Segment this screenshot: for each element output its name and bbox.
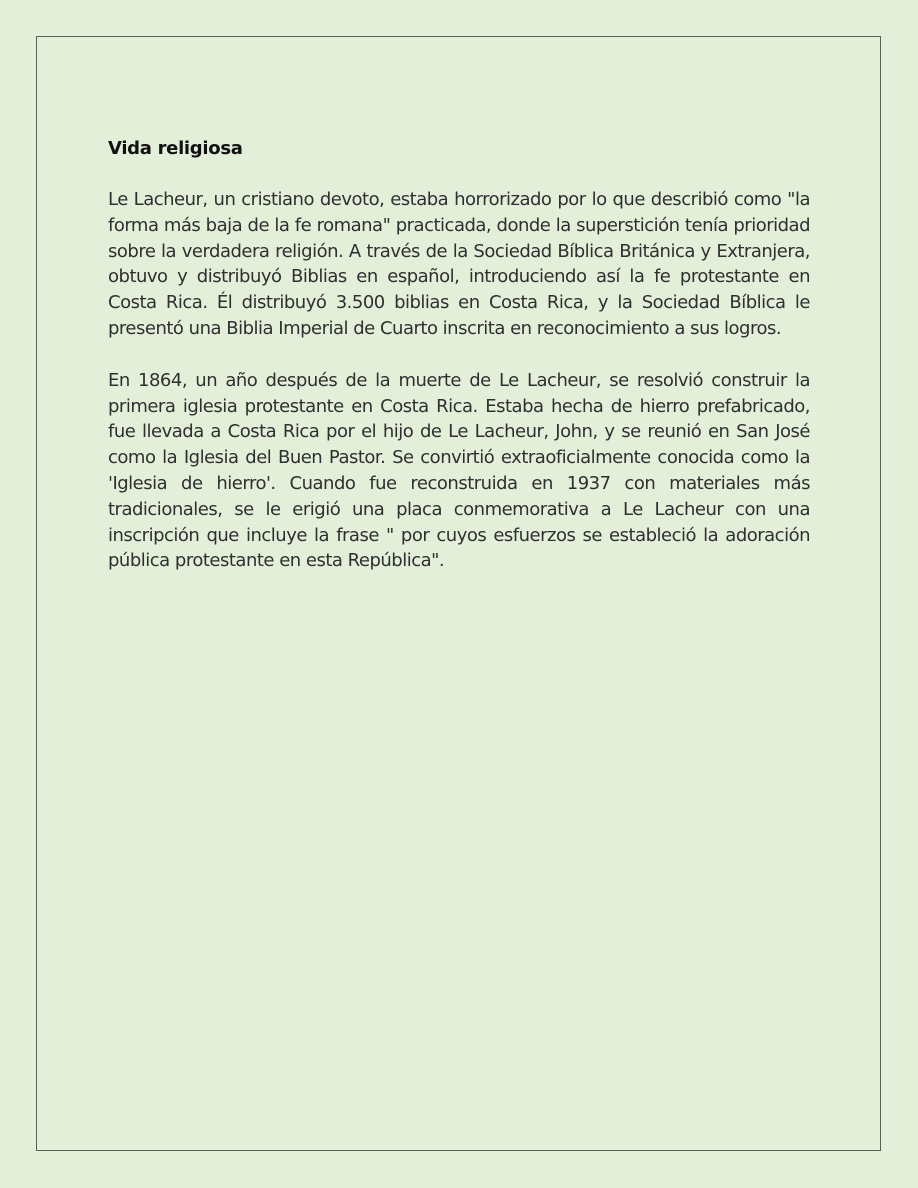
- paragraph-2: En 1864, un año después de la muerte de Le Lacheur, se resolvió construir la primera iglesia protestante en Costa Rica. Estaba hecha de hierro prefabricado, fue llevada a Costa Rica por el hijo de Le Lacheur, John, y se reunió en San José como la Iglesia del Buen Pastor. Se convirtió extraoficialmente conocida como la 'Iglesia de hierro'. Cuando fue reconstruida en 1937 con materiales más tradicionales, se le erigió una placa conmemorativa a Le Lacheur con una inscripción que incluye la frase " por cuyos esfuerzos se estableció la adoración pública protestante en esta República".: [108, 369, 810, 572]
- section-heading: Vida religiosa: [108, 138, 243, 159]
- document-body: [108, 136, 810, 600]
- paragraph-1: Le Lacheur, un cristiano devoto, estaba horrorizado por lo que describió como "la forma más baja de la fe romana" practicada, donde la superstición tenía prioridad sobre la verdadera religión. A través de la Sociedad Bíblica Británica y Extranjera, obtuvo y distribuyó Biblias en español, introduciendo así la fe protestante en Costa Rica. Él distribuyó 3.500 biblias en Costa Rica, y la Sociedad Bíblica le presentó una Biblia Imperial de Cuarto inscrita en reconocimiento a sus logros.: [108, 189, 810, 339]
